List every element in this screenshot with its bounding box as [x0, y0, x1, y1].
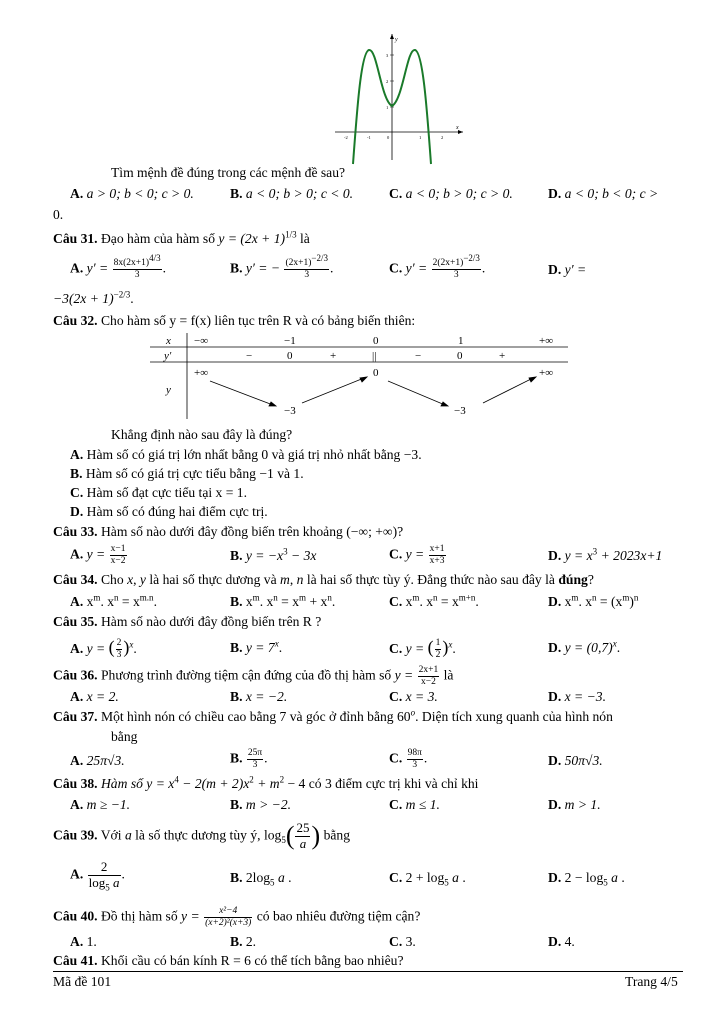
q36-option-b[interactable]: B. x = −2. — [230, 689, 288, 704]
question-32: Câu 32. Cho hàm số y = f(x) liên tục trên R và có bảng biến thiên: — [53, 313, 416, 328]
q34-option-d[interactable]: D. $x^m$. $x^n = (x^m)^n$ — [548, 592, 639, 609]
question-35: Câu 35. Hàm số nào dưới đây đồng biến trên R ? — [53, 614, 322, 629]
q30-option-c[interactable]: C. a < 0; b > 0; c > 0. — [389, 186, 513, 201]
q30-option-a[interactable]: A. a > 0; b < 0; c > 0. — [70, 186, 194, 201]
q33-option-c[interactable]: C. y = $\frac{x+1}{x+3}$ — [389, 544, 445, 566]
q33-option-d[interactable]: D. $y = x^3 + 2023x+1$ — [548, 546, 663, 563]
axis-label-y: y — [395, 37, 398, 43]
vt-sign-1: 0 — [287, 350, 293, 362]
q35-option-b[interactable]: B. $y = 7^x$. — [230, 638, 283, 655]
q31-option-b[interactable]: B. y′ = − $\frac{(2x+1)^{-2/3}}{3}$ . — [230, 253, 334, 281]
x-tick-m2: -2 — [344, 135, 348, 140]
x-tick-0: 0 — [387, 135, 390, 140]
q37-option-b[interactable]: B. $\frac{25\pi}{3}$ . — [230, 748, 268, 770]
q31-option-a[interactable]: A. y′ = $\frac{8x(2x+1)^{4/3}}{3}$ . — [70, 253, 166, 281]
q35-option-a[interactable]: A. y = ( $\frac{2}{3}$ )$^x$. — [70, 637, 137, 661]
q37-option-c[interactable]: C. $\frac{98\pi}{3}$ . — [389, 748, 428, 770]
vt-x-1: −1 — [284, 335, 296, 347]
vt-y-2: 0 — [373, 367, 379, 379]
question-34: Câu 34. Cho x, y là hai số thực dương và m, n là hai số thực tùy ý. Đẳng thức nào sau đây là đúng? — [53, 572, 594, 587]
x-tick-2: 2 — [441, 135, 444, 140]
vt-yp-label: y′ — [164, 350, 172, 362]
q32-option-b[interactable]: B. Hàm số có giá trị cực tiểu bằng −1 và 1. — [70, 466, 304, 481]
vt-x-3: 1 — [458, 335, 464, 347]
footer-rule — [53, 971, 683, 972]
vt-y-0: +∞ — [194, 367, 209, 379]
x-axis-arrow — [458, 130, 463, 134]
q39-option-d[interactable]: D. $2 - \log_5 a$ . — [548, 870, 625, 888]
vt-x-4: +∞ — [539, 335, 554, 347]
q32-option-a[interactable]: A. Hàm số có giá trị lớn nhất bằng 0 và giá trị nhỏ nhất bằng −3. — [70, 447, 422, 462]
question-36: Câu 36. Phương trình đường tiệm cận đứng của đồ thị hàm số y = $\frac{2x+1}{x-2}$ là — [53, 665, 454, 687]
q37-option-a[interactable]: A. 25π√3. — [70, 753, 125, 768]
vt-x-0: −∞ — [194, 335, 209, 347]
q36-option-a[interactable]: A. x = 2. — [70, 689, 119, 704]
q40-option-c[interactable]: C. 3. — [389, 934, 416, 949]
q36-option-c[interactable]: C. x = 3. — [389, 689, 438, 704]
axis-label-x: x — [456, 125, 459, 131]
vt-x-label: x — [166, 335, 171, 347]
q34-option-a[interactable]: A. $x^m$. $x^n = x^{m.n}$. — [70, 592, 157, 609]
vt-sign-6: + — [499, 350, 506, 362]
footer-page: Trang 4/5 — [625, 974, 678, 989]
q30-option-d-cont: 0. — [53, 207, 64, 222]
q36-option-d[interactable]: D. x = −3. — [548, 689, 606, 704]
question-39: Câu 39. Với a là số thực dương tùy ý, $\log_5$( $\frac{25}{a}$ ) bằng — [53, 819, 350, 851]
vt-y-1: −3 — [284, 405, 296, 417]
q35-option-d[interactable]: D. $y = (0,7)^x$. — [548, 638, 621, 655]
variation-table — [150, 333, 570, 421]
q34-option-b[interactable]: B. $x^m$. $x^n = x^m + x^n$. — [230, 592, 336, 609]
question-40: Câu 40. Đồ thị hàm số y = $\frac{\text{x²−4}}{\text{(x+2)²(x+3)}}$ có bao nhiêu đường tiệm cận? — [53, 906, 421, 928]
q39-option-a[interactable]: A. $\frac{2}{\log_5 a}$ . — [70, 859, 125, 893]
question-33: Câu 33. Hàm số nào dưới đây đồng biến trên khoảng (−∞; +∞)? — [53, 524, 404, 539]
vt-sign-4: − — [415, 350, 422, 362]
vt-sign-5: 0 — [457, 350, 463, 362]
q32-stem: Khẳng định nào sau đây là đúng? — [111, 427, 293, 442]
vt-sign-0: − — [246, 350, 253, 362]
q38-option-b[interactable]: B. m > −2. — [230, 797, 292, 812]
function-graph — [335, 30, 465, 165]
q40-option-a[interactable]: A. 1. — [70, 934, 97, 949]
q40-option-d[interactable]: D. 4. — [548, 934, 575, 949]
question-31: Câu 31. Đạo hàm của hàm số $y = (2x + 1)^{1/3}$ là — [53, 229, 310, 246]
q35-option-c[interactable]: C. y = ( $\frac{1}{2}$ )$^x$. — [389, 637, 456, 661]
q30-option-b[interactable]: B. a < 0; b > 0; c < 0. — [230, 186, 354, 201]
q31-option-d[interactable]: D. y′ = — [548, 262, 587, 277]
q39-option-c[interactable]: C. $2 + \log_5 a$ . — [389, 870, 466, 888]
q38-option-d[interactable]: D. m > 1. — [548, 797, 601, 812]
question-37: Câu 37. Một hình nón có chiều cao bằng 7 và góc ở đỉnh bằng 60$^o$. Diện tích xung quanh của hình nón — [53, 707, 613, 724]
y-tick-1: 1 — [386, 105, 389, 110]
q31-option-d-cont: $-3(2x + 1)^{-2/3}$. — [53, 289, 134, 306]
x-tick-1: 1 — [419, 135, 422, 140]
q32-option-d[interactable]: D. Hàm số có đúng hai điểm cực trị. — [70, 504, 268, 519]
vt-sign-3: || — [372, 350, 377, 362]
vt-y-4: +∞ — [539, 367, 554, 379]
vt-sign-2: + — [330, 350, 337, 362]
q38-option-a[interactable]: A. m ≥ −1. — [70, 797, 131, 812]
q37-option-d[interactable]: D. 50π√3. — [548, 753, 603, 768]
q39-option-b[interactable]: B. $2\log_5$ a . — [230, 870, 292, 888]
x-tick-m1: -1 — [367, 135, 371, 140]
q30-stem: Tìm mệnh đề đúng trong các mệnh đề sau? — [111, 165, 346, 180]
vt-x-2: 0 — [373, 335, 379, 347]
q32-option-c[interactable]: C. Hàm số đạt cực tiểu tại x = 1. — [70, 485, 247, 500]
vt-y-3: −3 — [454, 405, 466, 417]
question-41: Câu 41. Khối cầu có bán kính R = 6 có thể tích bằng bao nhiêu? — [53, 953, 404, 968]
question-38: Câu 38. Hàm số $y = x^4 - 2(m + 2)x^2 + m^2 - 4$ có 3 điểm cực trị khi và chỉ khi — [53, 774, 479, 791]
q31-option-c[interactable]: C. y′ = $\frac{2(2x+1)^{-2/3}}{3}$ . — [389, 253, 486, 281]
q33-option-a[interactable]: A. y = $\frac{x-1}{x-2}$ — [70, 544, 126, 566]
y-axis-arrow — [390, 34, 394, 39]
q40-option-b[interactable]: B. 2. — [230, 934, 257, 949]
y-tick-2: 2 — [386, 79, 389, 84]
q30-option-d[interactable]: D. a < 0; b < 0; c > — [548, 186, 659, 201]
q37-cont: bằng — [111, 729, 138, 744]
q34-option-c[interactable]: C. $x^m$. $x^n = x^{m+n}$. — [389, 592, 479, 609]
q38-option-c[interactable]: C. m ≤ 1. — [389, 797, 440, 812]
y-tick-3: 3 — [386, 53, 389, 58]
vt-y-label: y — [166, 384, 171, 396]
footer-code: Mã đề 101 — [53, 974, 112, 989]
q33-option-b[interactable]: B. $y = -x^3 - 3x$ — [230, 546, 317, 563]
